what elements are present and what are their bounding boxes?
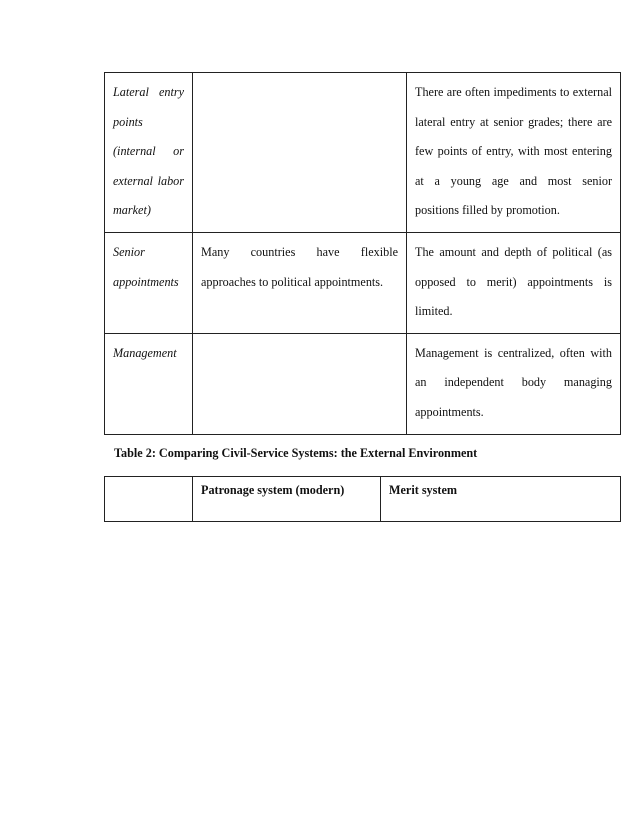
- external-environment-table: [104, 476, 621, 522]
- row-label-lateral-entry: Lateral entry points (internal or external labor market): [105, 73, 193, 233]
- patronage-cell-management: [193, 333, 407, 434]
- row-label-senior-appointments: Senior appointments: [105, 232, 193, 333]
- merit-cell-lateral-entry: There are often impediments to external lateral entry at senior grades; there are few points of entry, with most entering at a young age and most senior positions filled by promotion.: [407, 73, 621, 233]
- comparison-table-continued: [104, 72, 621, 435]
- table-header-row: [105, 477, 621, 522]
- row-label-management: Management: [105, 333, 193, 434]
- table-row: [105, 333, 621, 434]
- merit-cell-senior-appointments: The amount and depth of political (as opposed to merit) appointments is limited.: [407, 232, 621, 333]
- merit-cell-management: Management is centralized, often with an independent body managing appointments.: [407, 333, 621, 434]
- patronage-cell-lateral-entry: [193, 73, 407, 233]
- header-patronage-system: Patronage system (modern): [193, 477, 381, 522]
- table-caption: Table 2: Comparing Civil-Service Systems: the External Environment: [114, 446, 478, 460]
- header-merit-system: Merit system: [381, 477, 621, 522]
- table-row: [105, 73, 621, 233]
- patronage-cell-senior-appointments: Many countries have flexible approaches to political appointments.: [193, 232, 407, 333]
- header-empty-cell: [105, 477, 193, 522]
- table-row: [105, 232, 621, 333]
